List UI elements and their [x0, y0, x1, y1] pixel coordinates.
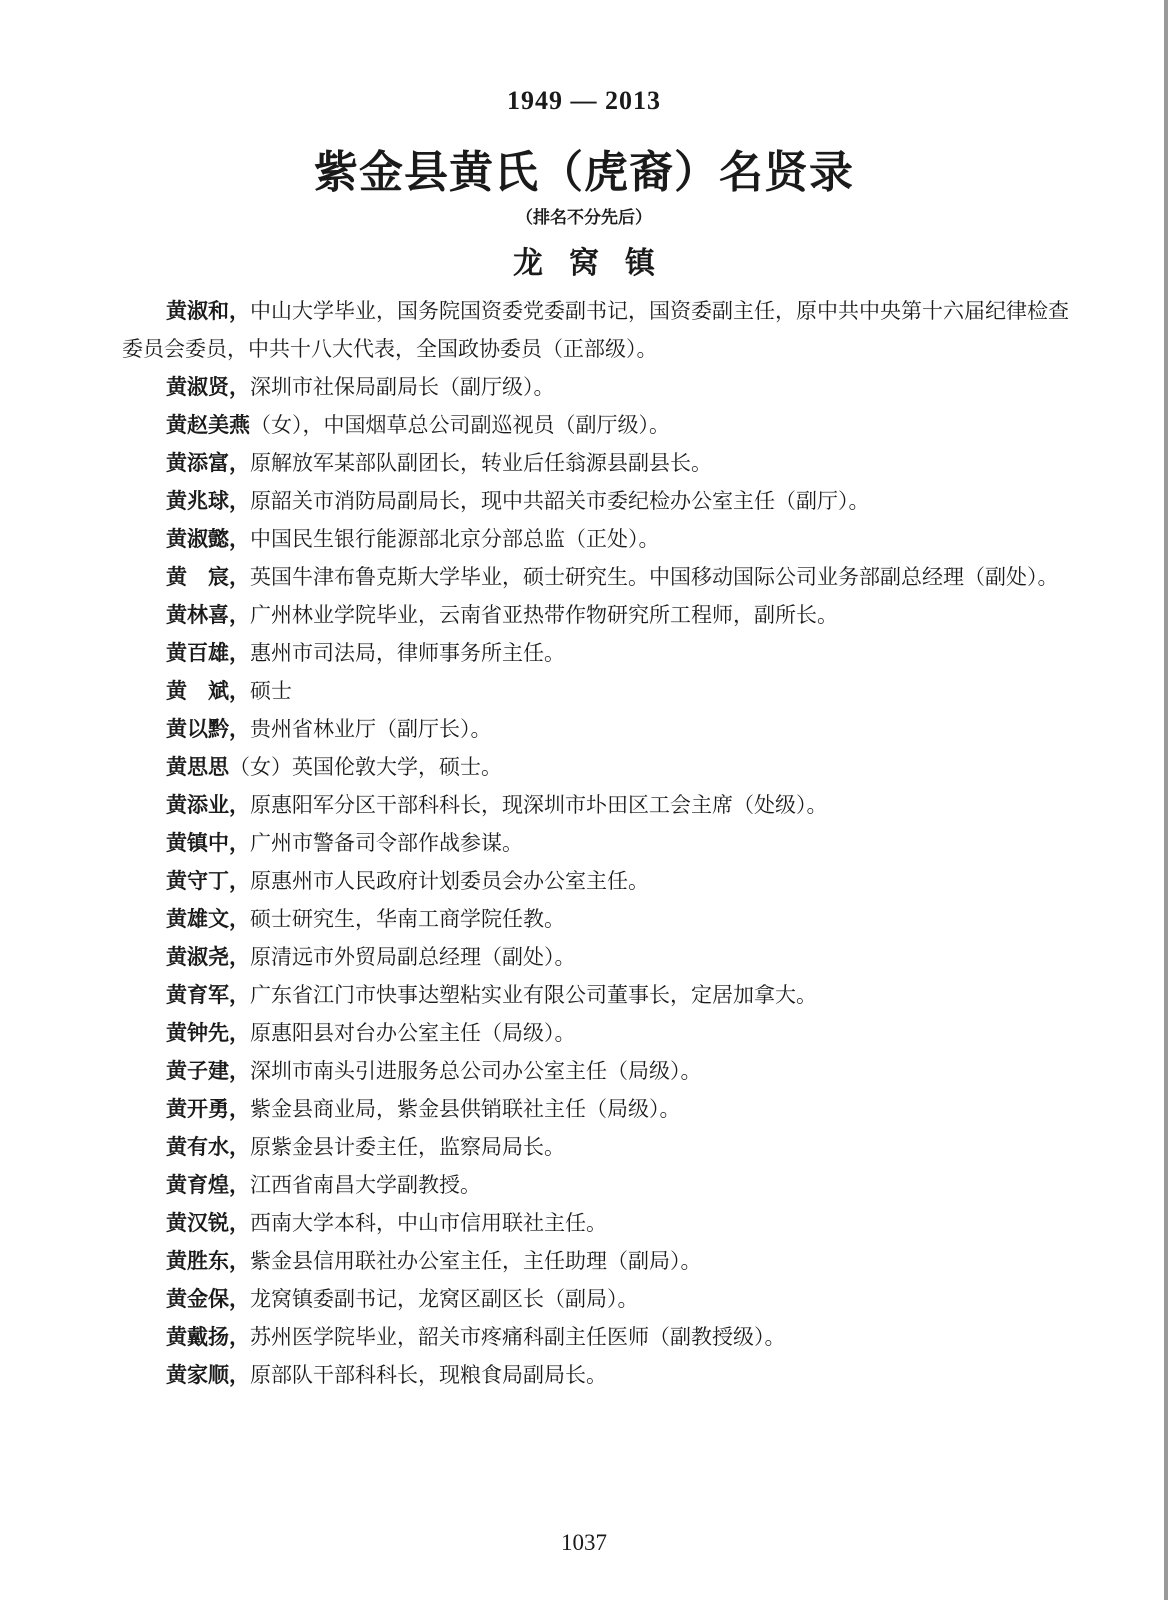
entry-text: 原解放军某部队副团长，转业后任翁源县副县长。 — [250, 451, 712, 475]
list-item — [122, 1204, 1072, 1242]
list-item — [122, 482, 1072, 520]
entry-name: 黄戴扬， — [166, 1324, 250, 1349]
entry-name: 黄雄文， — [166, 906, 250, 931]
list-item — [122, 444, 1072, 482]
entry-text: 英国牛津布鲁克斯大学毕业，硕士研究生。中国移动国际公司业务部副总经理（副处）。 — [250, 565, 1059, 589]
list-item — [122, 1014, 1072, 1052]
entry-name: 黄金保， — [166, 1286, 250, 1311]
entry-text: 硕士 — [250, 679, 292, 703]
list-item — [122, 1356, 1072, 1394]
entry-text: 惠州市司法局，律师事务所主任。 — [250, 641, 565, 665]
entry-text: 江西省南昌大学副教授。 — [250, 1173, 481, 1197]
list-item — [122, 976, 1072, 1014]
entry-text: 原惠阳军分区干部科科长，现深圳市圤田区工会主席（处级）。 — [250, 793, 828, 817]
entry-name: 黄淑贤， — [166, 374, 250, 399]
list-item — [122, 938, 1072, 976]
entry-text: 龙窝镇委副书记，龙窝区副区长（副局）。 — [250, 1287, 639, 1311]
list-item — [122, 786, 1072, 824]
entry-name: 黄开勇， — [166, 1096, 250, 1121]
list-item — [122, 368, 1072, 406]
entry-text: 紫金县商业局，紫金县供销联社主任（局级）。 — [250, 1097, 681, 1121]
entry-name: 黄添富， — [166, 450, 250, 475]
entry-text: 中山大学毕业，国务院国资委党委副书记，国资委副主任，原中共中央第十六届纪律检查委员会委员，中共十八大代表，全国政协委员（正部级）。 — [122, 299, 1069, 361]
entry-text: 原部队干部科科长，现粮食局副局长。 — [250, 1363, 607, 1387]
entry-name: 黄汉锐， — [166, 1210, 250, 1235]
list-item — [122, 292, 1072, 368]
entry-text: 深圳市社保局副局长（副厅级）。 — [250, 375, 555, 399]
entry-name: 黄添业， — [166, 792, 250, 817]
entry-text: 广州市警备司令部作战参谋。 — [250, 831, 523, 855]
entry-name: 黄镇中， — [166, 830, 250, 855]
entry-name: 黄子建， — [166, 1058, 250, 1083]
page-subtitle: （排名不分先后） — [516, 208, 652, 228]
entry-name: 黄育军， — [166, 982, 250, 1007]
entry-text: 广州林业学院毕业，云南省亚热带作物研究所工程师，副所长。 — [250, 603, 838, 627]
entry-list — [122, 292, 1072, 1394]
list-item — [122, 1318, 1072, 1356]
year-range-heading: 1949 — 2013 — [507, 86, 661, 115]
entry-name: 黄赵美燕 — [166, 412, 250, 437]
entry-text: 广东省江门市快事达塑粘实业有限公司董事长，定居加拿大。 — [250, 983, 817, 1007]
entry-text: 贵州省林业厅（副厅长）。 — [250, 717, 492, 741]
entry-name: 黄家顺， — [166, 1362, 250, 1387]
section-heading: 龙窝镇 — [513, 246, 681, 281]
entry-name: 黄思思 — [166, 754, 229, 779]
entry-text: 深圳市南头引进服务总公司办公室主任（局级）。 — [250, 1059, 702, 1083]
entry-name: 黄钟先， — [166, 1020, 250, 1045]
page-title: 紫金县黄氏（虎裔）名贤录 — [314, 147, 854, 198]
list-item — [122, 862, 1072, 900]
entry-text: 原清远市外贸局副总经理（副处）。 — [250, 945, 576, 969]
list-item — [122, 1280, 1072, 1318]
entry-text: 原韶关市消防局副局长，现中共韶关市委纪检办公室主任（副厅）。 — [250, 489, 870, 513]
entry-name: 黄 斌， — [166, 678, 250, 703]
entry-name: 黄守丁， — [166, 868, 250, 893]
entry-name: 黄林喜， — [166, 602, 250, 627]
entry-name: 黄胜东， — [166, 1248, 250, 1273]
entry-name: 黄 宸， — [166, 564, 250, 589]
entry-name: 黄淑懿， — [166, 526, 250, 551]
entry-text: 硕士研究生，华南工商学院任教。 — [250, 907, 565, 931]
list-item — [122, 672, 1072, 710]
list-item — [122, 634, 1072, 672]
entry-text: 原惠州市人民政府计划委员会办公室主任。 — [250, 869, 649, 893]
entry-name: 黄百雄， — [166, 640, 250, 665]
entry-name: 黄育煌， — [166, 1172, 250, 1197]
list-item — [122, 1242, 1072, 1280]
list-item — [122, 824, 1072, 862]
list-item — [122, 406, 1072, 444]
entry-name: 黄淑和， — [166, 298, 250, 323]
list-item — [122, 1166, 1072, 1204]
entry-name: 黄淑尧， — [166, 944, 250, 969]
entry-text: 原惠阳县对台办公室主任（局级）。 — [250, 1021, 576, 1045]
entry-text: （女）英国伦敦大学，硕士。 — [229, 755, 502, 779]
entry-text: 紫金县信用联社办公室主任，主任助理（副局）。 — [250, 1249, 702, 1273]
entry-text: 原紫金县计委主任，监察局局长。 — [250, 1135, 565, 1159]
entry-text: （女），中国烟草总公司副巡视员（副厅级）。 — [250, 413, 670, 437]
list-item — [122, 710, 1072, 748]
entry-name: 黄兆球， — [166, 488, 250, 513]
list-item — [122, 1128, 1072, 1166]
list-item — [122, 900, 1072, 938]
entry-name: 黄有水， — [166, 1134, 250, 1159]
list-item — [122, 596, 1072, 634]
entry-name: 黄以黔， — [166, 716, 250, 741]
page-number: 1037 — [561, 1530, 607, 1555]
list-item — [122, 1052, 1072, 1090]
entry-text: 中国民生银行能源部北京分部总监（正处）。 — [250, 527, 660, 551]
list-item — [122, 748, 1072, 786]
entry-text: 西南大学本科，中山市信用联社主任。 — [250, 1211, 607, 1235]
list-item — [122, 520, 1072, 558]
entry-text: 苏州医学院毕业，韶关市疼痛科副主任医师（副教授级）。 — [250, 1325, 786, 1349]
list-item — [122, 558, 1072, 596]
list-item — [122, 1090, 1072, 1128]
